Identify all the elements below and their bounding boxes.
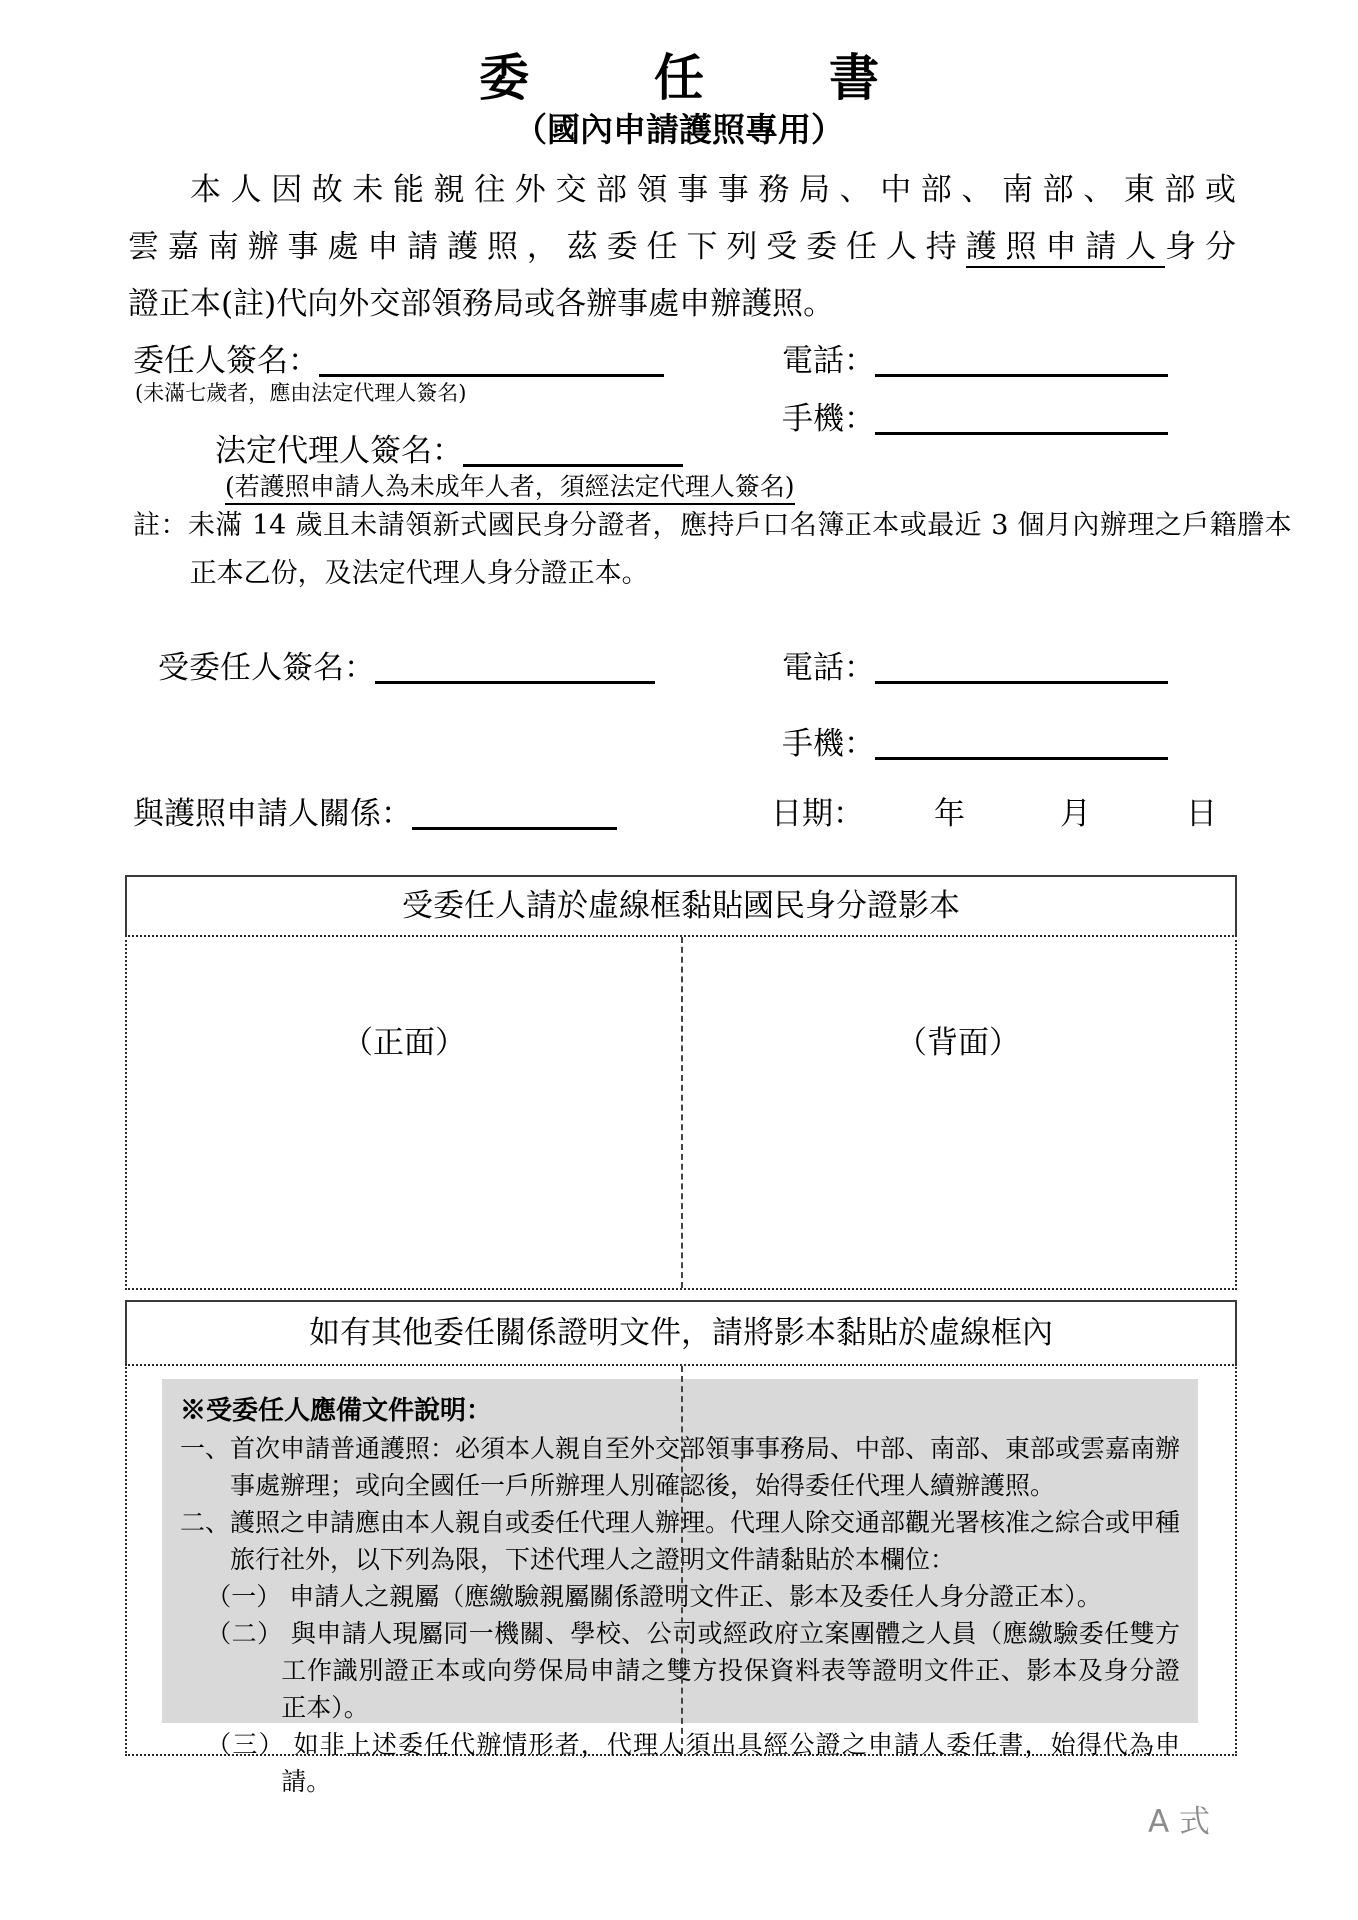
date-label: 日期： bbox=[771, 796, 864, 832]
id-back-label: （背面） bbox=[896, 1025, 1020, 1061]
form-fields-area bbox=[133, 330, 1292, 870]
doc-box-header: 如有其他委任關係證明文件，請將影本黏貼於虛線框內 bbox=[125, 1300, 1237, 1364]
agent-signature-row bbox=[158, 642, 655, 687]
principal-signature-row bbox=[133, 335, 664, 380]
principal-phone-line bbox=[875, 374, 1168, 377]
legal-rep-signature-row bbox=[215, 425, 683, 470]
other-documents-box bbox=[125, 1300, 1237, 1796]
relation-label: 與護照申請人關係： bbox=[133, 796, 412, 832]
agent-phone-label: 電話： bbox=[782, 650, 875, 686]
required-documents-panel bbox=[162, 1379, 1198, 1796]
phone-label: 電話： bbox=[782, 343, 875, 379]
footnote-text: 未滿 14 歲且未請領新式國民身分證者，應持戶口名簿正本或最近 3 個月內辦理之戶籍謄本正本乙份，及法定代理人身分證正本。 bbox=[187, 510, 1292, 589]
id-back-cell bbox=[681, 937, 1235, 1288]
footnote-label: 註： bbox=[133, 510, 188, 541]
dashed-center-divider bbox=[681, 937, 683, 1288]
instruction-item-2-3: （三） 如非上述委任代辦情形者，代理人須出具經公證之申請人委任書，始得代為申請。 bbox=[206, 1730, 1180, 1796]
instruction-item-1: 一、首次申請普通護照：必須本人親自至外交部領事事務局、中部、南部、東部或雲嘉南辦事處辦理；或向全國任一戶所辦理人別確認後，始得委任代理人續辦護照。 bbox=[180, 1434, 1181, 1500]
doc-box-paste-area bbox=[125, 1364, 1237, 1796]
form-version-mark: A 式 bbox=[1148, 1804, 1211, 1840]
principal-signature-label: 委任人簽名： bbox=[133, 343, 319, 379]
date-day-label: 日 bbox=[1186, 796, 1217, 832]
legal-rep-signature-label: 法定代理人簽名： bbox=[215, 433, 463, 469]
id-copy-paste-box bbox=[125, 875, 1237, 1290]
agent-signature-line bbox=[375, 681, 655, 684]
instruction-item-2: 二、護照之申請應由本人親自或委任代理人辦理。代理人除交通部觀光署核准之綜合或甲種旅行社外，以下列為限，下述代理人之證明文件請黏貼於本欄位： bbox=[180, 1508, 1181, 1574]
instruction-item-2-2: （二） 與申請人現屬同一機關、學校、公司或經政府立案團體之人員（應繳驗委任雙方工作識別證正本或向勞保局申請之雙方投保資料表等證明文件正、影本及身分證正本）。 bbox=[206, 1619, 1180, 1722]
id-box-paste-area bbox=[125, 935, 1237, 1290]
mobile-label: 手機： bbox=[782, 401, 875, 437]
agent-signature-label: 受委任人簽名： bbox=[158, 650, 375, 686]
instruction-item-2-1: （一） 申請人之親屬（應繳驗親屬關係證明文件正、影本及委任人身分證正本）。 bbox=[206, 1582, 1102, 1611]
agent-mobile-line bbox=[875, 757, 1168, 760]
intro-line-1: 本人因故未能親往外交部領事事務局、中部、南部、東部或 bbox=[190, 172, 1236, 208]
agent-phone-row bbox=[782, 642, 1168, 687]
footnote-block bbox=[133, 502, 1292, 598]
date-month-label: 月 bbox=[1060, 796, 1091, 832]
required-documents-title: ※受委任人應備文件說明： bbox=[180, 1396, 493, 1426]
principal-age-note: (未滿七歲者，應由法定代理人簽名) bbox=[135, 381, 467, 405]
page-subtitle: （國內申請護照專用） bbox=[514, 110, 844, 149]
date-row bbox=[771, 788, 1217, 833]
id-front-cell bbox=[127, 937, 681, 1288]
id-front-label: （正面） bbox=[342, 1025, 466, 1061]
relation-row bbox=[133, 788, 617, 833]
dashed-center-divider bbox=[681, 1366, 683, 1754]
intro-paragraph bbox=[128, 162, 1236, 333]
legal-rep-note: (若護照申請人為未成年人者，須經法定代理人簽名) bbox=[225, 467, 795, 503]
underlined-passport-applicant: 護照申請人 bbox=[966, 229, 1165, 268]
relation-line bbox=[412, 827, 617, 830]
principal-mobile-row bbox=[782, 393, 1168, 438]
intro-line-2: 雲嘉南辦事處申請護照，茲委任下列受委任人持護照申請人身分 bbox=[128, 219, 1236, 276]
id-box-header: 受委任人請於虛線框黏貼國民身分證影本 bbox=[125, 875, 1237, 935]
page-title: 委 任 書 bbox=[479, 48, 917, 107]
intro-line-3: 證正本(註)代向外交部領務局或各辦事處申辦護照。 bbox=[128, 286, 835, 322]
agent-mobile-row bbox=[782, 718, 1168, 763]
date-year-label: 年 bbox=[934, 796, 965, 832]
principal-mobile-line bbox=[875, 432, 1168, 435]
agent-mobile-label: 手機： bbox=[782, 726, 875, 762]
agent-phone-line bbox=[875, 681, 1168, 684]
principal-phone-row bbox=[782, 335, 1168, 380]
